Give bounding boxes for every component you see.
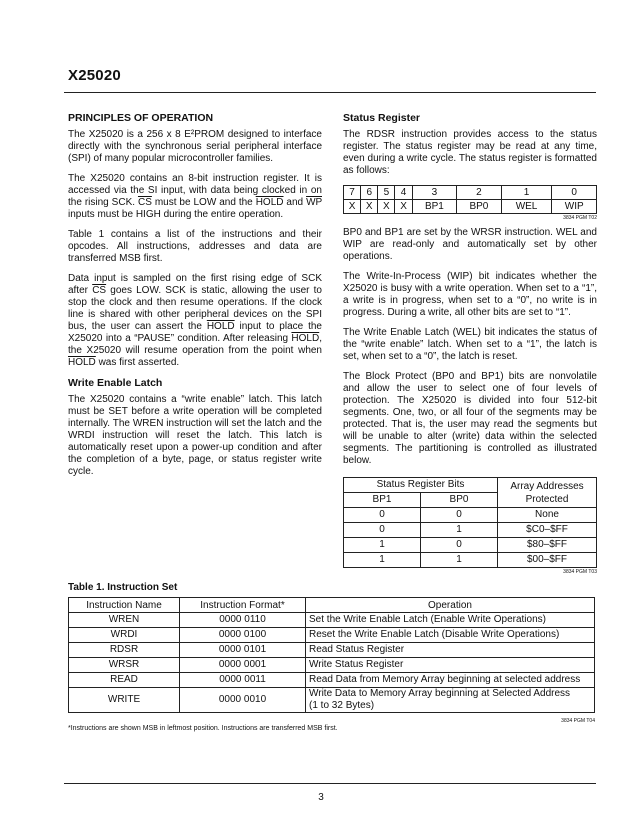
bp-table-header-status-bits: Status Register Bits [344,478,498,493]
status-register-format-table [343,185,597,214]
table-row [69,613,595,628]
table-row [69,658,595,673]
header-instruction-name: Instruction Name [69,598,180,613]
status-bit-number: 1 [501,186,552,200]
instruction-format: 0000 0001 [180,658,306,673]
paragraph-wel: The Write Enable Latch (WEL) bit indicates the status of the “write enable” latch. When set to a “1”, the latch is set, when set to a “0”, the latch is reset. [343,327,597,362]
instruction-format: 0000 0010 [180,688,306,713]
paragraph-bp-bits: BP0 and BP1 are set by the WRSR instruction. WEL and WIP are read-only and automatically set by other operations. [343,227,597,262]
instruction-operation: Write Status Register [306,658,595,673]
status-bit-name: X [378,200,395,214]
instruction-operation: Reset the Write Enable Latch (Disable Write Operations) [306,628,595,643]
bp1-cell: 1 [344,538,421,553]
bp-table-code: 3834 PGM T03 [563,569,597,575]
instruction-operation: Read Status Register [306,643,595,658]
bp-table-header-bp0: BP0 [421,493,498,508]
address-cell: $00–$FF [498,553,597,568]
bp0-cell: 1 [421,523,498,538]
address-cell: $C0–$FF [498,523,597,538]
footer-divider [64,783,596,784]
bp-table-header-array: Array Addresses Protected [498,478,597,508]
bp0-cell: 0 [421,508,498,523]
address-cell: $80–$FF [498,538,597,553]
bp1-cell: 0 [344,523,421,538]
table-row [69,688,595,713]
page-number: 3 [318,792,324,803]
paragraph-instruction-register: The X25020 contains an 8-bit instruction register. It is accessed via the SI input, with data being clocked in on the rising SCK. $\overline{CS}$ must be LOW and the HOLD and $\overline{WP}$ inputs must be HIGH during the entire operation. [68,173,322,220]
paragraph-write-enable-latch: The X25020 contains a “write enable” latch. This latch must be SET before a write operation will be completed internally. The WREN instruction will set the latch and the WRDI instruction will reset the latch. This latch is automatically reset upon a power-up condition and after the completion of a byte, page, or status register write cycle. [68,394,322,477]
status-bit-number: 2 [457,186,502,200]
bp-table-header-row [344,478,597,493]
status-bit-name: BP1 [412,200,457,214]
section-heading-principles: PRINCIPLES OF OPERATION [68,112,214,124]
table-row [344,553,597,568]
paragraph-status-register: The RDSR instruction provides access to the status register. The status register may be read at any time, even during a write cycle. The status register is formatted as follows: [343,129,597,176]
status-bit-number-row [344,186,597,200]
header-instruction-format: Instruction Format* [180,598,306,613]
paragraph-data-input: Data input is sampled on the first rising edge of SCK after $\overline{CS}$ goes LOW. SCK is static, allowing the user to stop the clock and then resume operations. If the clock line is shared with other peripheral devices on the SPI bus, the user can assert the HOLD input to place the X25020 into a “PAUSE” condition. After releasing HOLD, the X25020 will resume operation from the point when HOLD was first asserted. [68,273,322,368]
instruction-name: WRSR [69,658,180,673]
operation-line: Write Data to Memory Array beginning at Selected Address [309,688,571,699]
bp1-cell: 1 [344,553,421,568]
instruction-name: WRITE [69,688,180,713]
instruction-name: RDSR [69,643,180,658]
header-operation: Operation [306,598,595,613]
instruction-name: WRDI [69,628,180,643]
instruction-name: WREN [69,613,180,628]
status-bit-name: WEL [501,200,552,214]
instruction-table-code: 3834 PGM T04 [561,718,595,724]
status-bit-number: 6 [361,186,378,200]
status-bit-name-row [344,200,597,214]
table-row [69,673,595,688]
status-bit-name: X [395,200,412,214]
status-bit-number: 0 [552,186,597,200]
instruction-format: 0000 0100 [180,628,306,643]
instruction-operation: Set the Write Enable Latch (Enable Write Operations) [306,613,595,628]
paragraph-wip: The Write-In-Process (WIP) bit indicates whether the X25020 is busy with a write operation. When set to a “1”, a write is in progress, when set to a “0”, no write is in progress. During a write, all other bits are set to “1”. [343,271,597,318]
status-bit-name: BP0 [457,200,502,214]
left-column [68,112,322,486]
table-row [344,538,597,553]
status-bit-name: X [361,200,378,214]
header-divider [64,92,596,93]
status-bit-name: X [344,200,361,214]
instruction-footnote: *Instructions are shown MSB in leftmost position. Instructions are transferred MSB first. [68,725,338,732]
table-row [344,523,597,538]
section-heading-write-enable-latch: Write Enable Latch [68,377,163,389]
status-bit-name: WIP [552,200,597,214]
bp-table-header-bp1: BP1 [344,493,421,508]
operation-line: (1 to 32 Bytes) [309,700,375,711]
paragraph-table-reference: Table 1 contains a list of the instructions and their opcodes. All instructions, addresses and data are transferred MSB first. [68,229,322,264]
block-protect-table [343,477,597,568]
instruction-name: READ [69,673,180,688]
right-column [343,112,597,581]
instruction-format: 0000 0101 [180,643,306,658]
status-bit-number: 3 [412,186,457,200]
instruction-table-title: Table 1. Instruction Set [68,582,178,593]
paragraph-intro: The X25020 is a 256 x 8 E²PROM designed to interface directly with the synchronous serial peripheral interface (SPI) of many popular microcontroller families. [68,129,322,164]
bp0-cell: 0 [421,538,498,553]
address-cell: None [498,508,597,523]
instruction-set-table [68,597,595,713]
paragraph-block-protect: The Block Protect (BP0 and BP1) bits are nonvolatile and allow the user to select one of four levels of protection. The X25020 is divided into four 512-bit segments. One, two, or all four of the segments may be protected. That is, the user may read the segments but will be unable to alter (write) data within the selected segments. The partitioning is controlled as illustrated below. [343,371,597,466]
instruction-table-header-row [69,598,595,613]
status-bit-number: 7 [344,186,361,200]
instruction-operation: Read Data from Memory Array beginning at selected address [306,673,595,688]
table-row [344,508,597,523]
instruction-operation [306,688,595,713]
status-bit-number: 4 [395,186,412,200]
table-row [69,643,595,658]
section-heading-status-register: Status Register [343,112,421,124]
status-table-code: 3834 PGM T02 [563,215,597,221]
status-bit-number: 5 [378,186,395,200]
instruction-format: 0000 0011 [180,673,306,688]
bp1-cell: 0 [344,508,421,523]
table-row [69,628,595,643]
instruction-format: 0000 0110 [180,613,306,628]
bp0-cell: 1 [421,553,498,568]
page-title: X25020 [68,67,121,84]
